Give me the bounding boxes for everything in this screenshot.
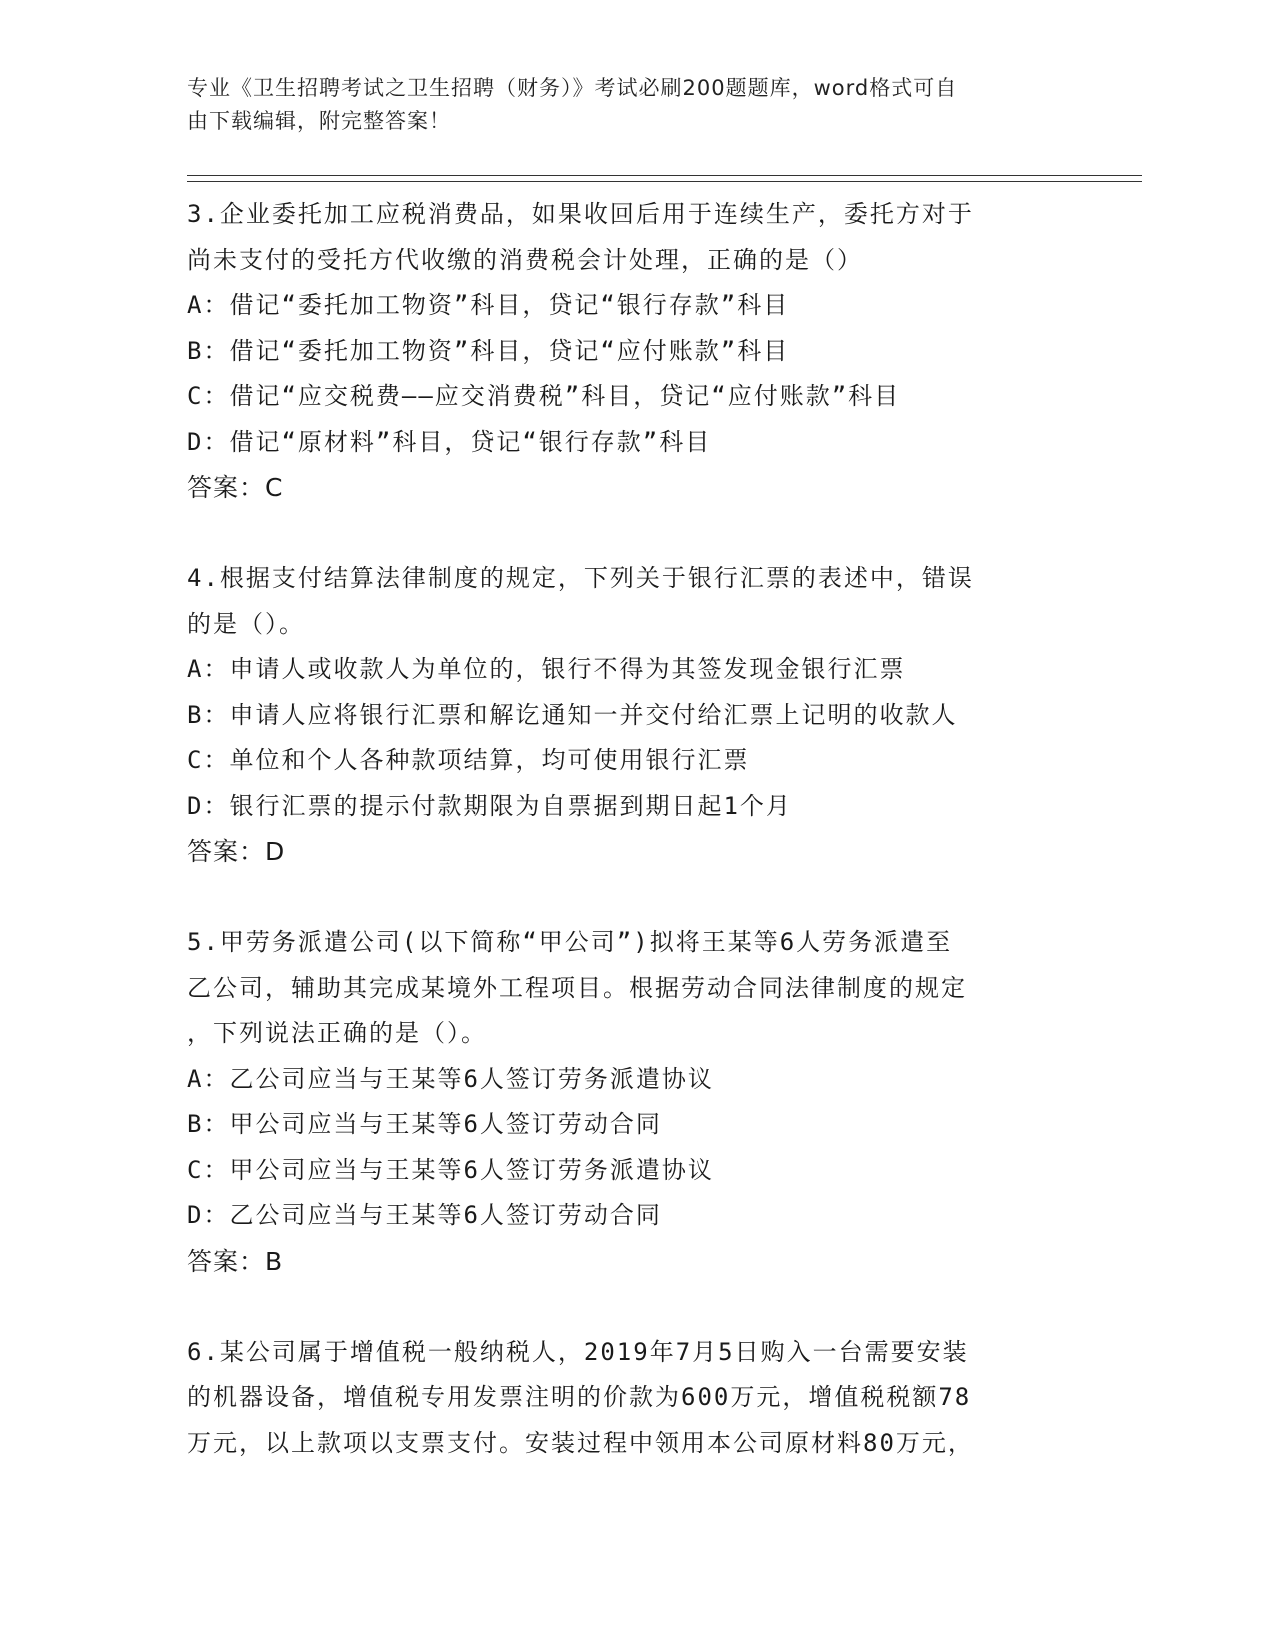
option-c: C：借记“应交税费——应交消费税”科目，贷记“应付账款”科目 <box>187 382 901 410</box>
option-a: A：借记“委托加工物资”科目，贷记“银行存款”科目 <box>187 291 790 319</box>
question-stem-line: 3.企业委托加工应税消费品，如果收回后用于连续生产，委托方对于 <box>187 200 974 228</box>
question-stem-line: 的机器设备，增值税专用发票注明的价款为600万元，增值税税额78 <box>187 1383 972 1411</box>
option-a: A：申请人或收款人为单位的，银行不得为其签发现金银行汇票 <box>187 655 906 683</box>
answer-line: 答案：D <box>187 837 286 866</box>
header-line-1: 专业《卫生招聘考试之卫生招聘（财务）》考试必刷200题题库，word格式可自 <box>187 76 958 100</box>
option-b: B：甲公司应当与王某等6人签订劳动合同 <box>187 1110 662 1138</box>
question-stem-line: 尚未支付的受托方代收缴的消费税会计处理，正确的是（） <box>187 245 863 274</box>
answer-line: 答案：C <box>187 473 284 502</box>
document-header <box>187 72 1067 138</box>
option-d: D：乙公司应当与王某等6人签订劳动合同 <box>187 1201 662 1229</box>
option-d: D：借记“原材料”科目，贷记“银行存款”科目 <box>187 427 712 456</box>
header-divider-bottom <box>187 181 1142 182</box>
question-stem-line: ，下列说法正确的是（）。 <box>187 1019 487 1047</box>
spacer <box>187 511 1087 557</box>
question-6 <box>187 1330 1087 1467</box>
option-d: D：银行汇票的提示付款期限为自票据到期日起1个月 <box>187 791 792 820</box>
answer-line: 答案：B <box>187 1246 284 1276</box>
question-stem-line: 的是（）。 <box>187 609 305 638</box>
header-divider-top <box>187 175 1142 176</box>
question-stem-line: 4.根据支付结算法律制度的规定，下列关于银行汇票的表述中，错误 <box>187 564 974 592</box>
question-list <box>187 192 1087 1466</box>
question-stem-line: 乙公司，辅助其完成某境外工程项目。根据劳动合同法律制度的规定 <box>187 973 967 1002</box>
header-line-2: 由下载编辑，附完整答案！ <box>187 109 451 133</box>
spacer <box>187 1284 1087 1330</box>
option-c: C：甲公司应当与王某等6人签订劳务派遣协议 <box>187 1155 714 1184</box>
option-b: B：申请人应将银行汇票和解讫通知一并交付给汇票上记明的收款人 <box>187 700 958 729</box>
option-b: B：借记“委托加工物资”科目，贷记“应付账款”科目 <box>187 336 790 365</box>
option-a: A：乙公司应当与王某等6人签订劳务派遣协议 <box>187 1064 714 1093</box>
spacer <box>187 875 1087 921</box>
question-5 <box>187 920 1087 1284</box>
question-3 <box>187 192 1087 511</box>
question-stem-line: 6.某公司属于增值税一般纳税人，2019年7月5日购入一台需要安装 <box>187 1337 969 1366</box>
question-stem-line: 万元，以上款项以支票支付。安装过程中领用本公司原材料80万元， <box>187 1428 974 1457</box>
question-4 <box>187 556 1087 875</box>
option-c: C：单位和个人各种款项结算，均可使用银行汇票 <box>187 746 750 774</box>
question-stem-line: 5.甲劳务派遣公司(以下简称“甲公司”)拟将王某等6人劳务派遣至 <box>187 928 953 956</box>
